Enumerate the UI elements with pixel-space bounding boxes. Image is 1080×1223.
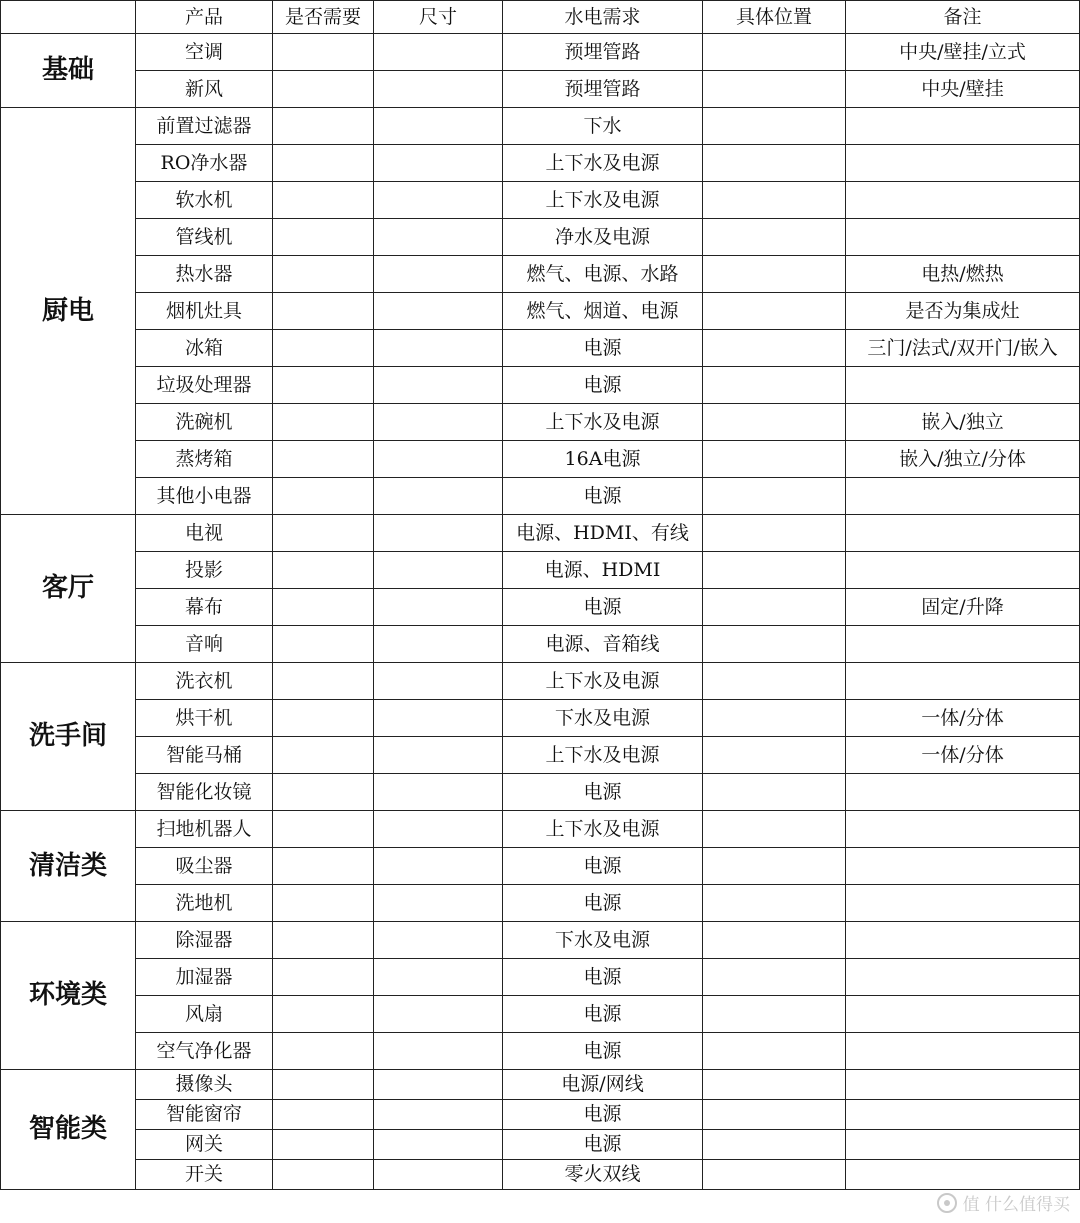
category-cell: 洗手间 bbox=[1, 663, 136, 811]
table-row bbox=[1, 441, 1080, 478]
note-cell bbox=[846, 959, 1080, 996]
product-cell: 空气净化器 bbox=[136, 1033, 273, 1070]
note-cell bbox=[846, 367, 1080, 404]
note-cell: 三门/法式/双开门/嵌入 bbox=[846, 330, 1080, 367]
need-cell bbox=[273, 71, 374, 108]
location-cell bbox=[703, 1160, 846, 1190]
product-cell: 开关 bbox=[136, 1160, 273, 1190]
location-cell bbox=[703, 700, 846, 737]
location-cell bbox=[703, 219, 846, 256]
need-cell bbox=[273, 367, 374, 404]
utility-cell: 下水及电源 bbox=[503, 922, 703, 959]
utility-cell: 电源、HDMI、有线 bbox=[503, 515, 703, 552]
product-cell: 冰箱 bbox=[136, 330, 273, 367]
size-cell bbox=[374, 996, 503, 1033]
product-cell: 音响 bbox=[136, 626, 273, 663]
utility-cell: 电源 bbox=[503, 330, 703, 367]
table-row bbox=[1, 626, 1080, 663]
note-cell bbox=[846, 219, 1080, 256]
utility-cell: 上下水及电源 bbox=[503, 663, 703, 700]
product-cell: 软水机 bbox=[136, 182, 273, 219]
location-cell bbox=[703, 885, 846, 922]
size-cell bbox=[374, 330, 503, 367]
product-cell: 扫地机器人 bbox=[136, 811, 273, 848]
size-cell bbox=[374, 515, 503, 552]
note-cell bbox=[846, 996, 1080, 1033]
utility-cell: 上下水及电源 bbox=[503, 182, 703, 219]
location-cell bbox=[703, 145, 846, 182]
product-cell: 投影 bbox=[136, 552, 273, 589]
location-cell bbox=[703, 589, 846, 626]
table-row bbox=[1, 404, 1080, 441]
utility-cell: 电源 bbox=[503, 959, 703, 996]
utility-cell: 电源/网线 bbox=[503, 1070, 703, 1100]
location-cell bbox=[703, 1033, 846, 1070]
header-cell: 水电需求 bbox=[503, 1, 703, 34]
size-cell bbox=[374, 552, 503, 589]
location-cell bbox=[703, 663, 846, 700]
header-cell bbox=[1, 1, 136, 34]
table-row bbox=[1, 811, 1080, 848]
utility-cell: 上下水及电源 bbox=[503, 811, 703, 848]
utility-cell: 预埋管路 bbox=[503, 34, 703, 71]
note-cell bbox=[846, 1160, 1080, 1190]
table-row bbox=[1, 848, 1080, 885]
size-cell bbox=[374, 922, 503, 959]
need-cell bbox=[273, 256, 374, 293]
note-cell: 中央/壁挂/立式 bbox=[846, 34, 1080, 71]
table-row bbox=[1, 367, 1080, 404]
product-cell: 吸尘器 bbox=[136, 848, 273, 885]
utility-cell: 下水 bbox=[503, 108, 703, 145]
category-cell: 基础 bbox=[1, 34, 136, 108]
note-cell bbox=[846, 626, 1080, 663]
size-cell bbox=[374, 1070, 503, 1100]
location-cell bbox=[703, 441, 846, 478]
table-row bbox=[1, 922, 1080, 959]
note-cell bbox=[846, 108, 1080, 145]
note-cell bbox=[846, 848, 1080, 885]
location-cell bbox=[703, 404, 846, 441]
table-row bbox=[1, 293, 1080, 330]
utility-cell: 电源 bbox=[503, 1033, 703, 1070]
need-cell bbox=[273, 515, 374, 552]
need-cell bbox=[273, 1100, 374, 1130]
need-cell bbox=[273, 1070, 374, 1100]
location-cell bbox=[703, 478, 846, 515]
size-cell bbox=[374, 1033, 503, 1070]
size-cell bbox=[374, 34, 503, 71]
need-cell bbox=[273, 700, 374, 737]
table-row bbox=[1, 1130, 1080, 1160]
location-cell bbox=[703, 626, 846, 663]
size-cell bbox=[374, 145, 503, 182]
table-row bbox=[1, 182, 1080, 219]
header-cell: 尺寸 bbox=[374, 1, 503, 34]
table-row bbox=[1, 1100, 1080, 1130]
location-cell bbox=[703, 108, 846, 145]
need-cell bbox=[273, 737, 374, 774]
header-cell: 具体位置 bbox=[703, 1, 846, 34]
utility-cell: 电源 bbox=[503, 367, 703, 404]
table-row bbox=[1, 34, 1080, 71]
location-cell bbox=[703, 774, 846, 811]
note-cell bbox=[846, 885, 1080, 922]
utility-cell: 电源 bbox=[503, 589, 703, 626]
size-cell bbox=[374, 219, 503, 256]
product-cell: 烟机灶具 bbox=[136, 293, 273, 330]
location-cell bbox=[703, 737, 846, 774]
product-cell: 电视 bbox=[136, 515, 273, 552]
need-cell bbox=[273, 885, 374, 922]
product-cell: 智能化妆镜 bbox=[136, 774, 273, 811]
location-cell bbox=[703, 1070, 846, 1100]
table-row bbox=[1, 145, 1080, 182]
product-cell: 洗衣机 bbox=[136, 663, 273, 700]
table-row bbox=[1, 478, 1080, 515]
product-cell: 网关 bbox=[136, 1130, 273, 1160]
product-cell: 洗碗机 bbox=[136, 404, 273, 441]
utility-cell: 电源 bbox=[503, 1130, 703, 1160]
need-cell bbox=[273, 145, 374, 182]
size-cell bbox=[374, 71, 503, 108]
note-cell: 中央/壁挂 bbox=[846, 71, 1080, 108]
size-cell bbox=[374, 1130, 503, 1160]
size-cell bbox=[374, 626, 503, 663]
location-cell bbox=[703, 811, 846, 848]
table-row bbox=[1, 663, 1080, 700]
size-cell bbox=[374, 737, 503, 774]
need-cell bbox=[273, 959, 374, 996]
need-cell bbox=[273, 848, 374, 885]
category-cell: 厨电 bbox=[1, 108, 136, 515]
need-cell bbox=[273, 34, 374, 71]
need-cell bbox=[273, 811, 374, 848]
note-cell bbox=[846, 478, 1080, 515]
product-cell: 管线机 bbox=[136, 219, 273, 256]
note-cell bbox=[846, 1033, 1080, 1070]
need-cell bbox=[273, 293, 374, 330]
table-row bbox=[1, 885, 1080, 922]
utility-cell: 电源 bbox=[503, 848, 703, 885]
note-cell bbox=[846, 182, 1080, 219]
watermark-text: 值 什么值得买 bbox=[962, 1195, 1070, 1215]
note-cell bbox=[846, 552, 1080, 589]
category-cell: 清洁类 bbox=[1, 811, 136, 922]
need-cell bbox=[273, 219, 374, 256]
location-cell bbox=[703, 330, 846, 367]
need-cell bbox=[273, 922, 374, 959]
size-cell bbox=[374, 441, 503, 478]
product-cell: 风扇 bbox=[136, 996, 273, 1033]
note-cell bbox=[846, 145, 1080, 182]
utility-cell: 电源 bbox=[503, 478, 703, 515]
utility-cell: 下水及电源 bbox=[503, 700, 703, 737]
product-cell: RO净水器 bbox=[136, 145, 273, 182]
size-cell bbox=[374, 848, 503, 885]
table-row bbox=[1, 737, 1080, 774]
location-cell bbox=[703, 959, 846, 996]
need-cell bbox=[273, 626, 374, 663]
table-row bbox=[1, 774, 1080, 811]
size-cell bbox=[374, 182, 503, 219]
product-cell: 除湿器 bbox=[136, 922, 273, 959]
table-row bbox=[1, 589, 1080, 626]
utility-cell: 零火双线 bbox=[503, 1160, 703, 1190]
location-cell bbox=[703, 1130, 846, 1160]
size-cell bbox=[374, 293, 503, 330]
location-cell bbox=[703, 256, 846, 293]
size-cell bbox=[374, 256, 503, 293]
utility-cell: 燃气、烟道、电源 bbox=[503, 293, 703, 330]
table-row bbox=[1, 330, 1080, 367]
need-cell bbox=[273, 330, 374, 367]
category-cell: 客厅 bbox=[1, 515, 136, 663]
product-cell: 智能马桶 bbox=[136, 737, 273, 774]
product-cell: 前置过滤器 bbox=[136, 108, 273, 145]
note-cell bbox=[846, 922, 1080, 959]
note-cell bbox=[846, 1100, 1080, 1130]
note-cell bbox=[846, 811, 1080, 848]
need-cell bbox=[273, 774, 374, 811]
size-cell bbox=[374, 1100, 503, 1130]
need-cell bbox=[273, 182, 374, 219]
need-cell bbox=[273, 1130, 374, 1160]
size-cell bbox=[374, 700, 503, 737]
table-row bbox=[1, 700, 1080, 737]
location-cell bbox=[703, 182, 846, 219]
location-cell bbox=[703, 848, 846, 885]
location-cell bbox=[703, 293, 846, 330]
table-row bbox=[1, 71, 1080, 108]
need-cell bbox=[273, 404, 374, 441]
need-cell bbox=[273, 552, 374, 589]
note-cell: 是否为集成灶 bbox=[846, 293, 1080, 330]
location-cell bbox=[703, 1100, 846, 1130]
header-cell: 是否需要 bbox=[273, 1, 374, 34]
table-row bbox=[1, 1070, 1080, 1100]
size-cell bbox=[374, 811, 503, 848]
product-cell: 空调 bbox=[136, 34, 273, 71]
product-cell: 智能窗帘 bbox=[136, 1100, 273, 1130]
header-row bbox=[1, 1, 1080, 34]
need-cell bbox=[273, 478, 374, 515]
utility-cell: 电源 bbox=[503, 1100, 703, 1130]
need-cell bbox=[273, 1160, 374, 1190]
need-cell bbox=[273, 1033, 374, 1070]
table-row bbox=[1, 959, 1080, 996]
size-cell bbox=[374, 108, 503, 145]
product-cell: 垃圾处理器 bbox=[136, 367, 273, 404]
table-row bbox=[1, 256, 1080, 293]
note-cell: 固定/升降 bbox=[846, 589, 1080, 626]
size-cell bbox=[374, 663, 503, 700]
note-cell: 嵌入/独立 bbox=[846, 404, 1080, 441]
need-cell bbox=[273, 108, 374, 145]
location-cell bbox=[703, 515, 846, 552]
size-cell bbox=[374, 404, 503, 441]
need-cell bbox=[273, 663, 374, 700]
product-cell: 洗地机 bbox=[136, 885, 273, 922]
utility-cell: 电源、HDMI bbox=[503, 552, 703, 589]
note-cell: 一体/分体 bbox=[846, 700, 1080, 737]
note-cell bbox=[846, 1130, 1080, 1160]
need-cell bbox=[273, 441, 374, 478]
need-cell bbox=[273, 996, 374, 1033]
location-cell bbox=[703, 34, 846, 71]
utility-cell: 电源 bbox=[503, 774, 703, 811]
utility-cell: 净水及电源 bbox=[503, 219, 703, 256]
utility-cell: 上下水及电源 bbox=[503, 737, 703, 774]
utility-cell: 上下水及电源 bbox=[503, 145, 703, 182]
product-cell: 加湿器 bbox=[136, 959, 273, 996]
utility-cell: 电源 bbox=[503, 885, 703, 922]
size-cell bbox=[374, 1160, 503, 1190]
note-cell bbox=[846, 774, 1080, 811]
location-cell bbox=[703, 552, 846, 589]
table-row bbox=[1, 515, 1080, 552]
utility-cell: 上下水及电源 bbox=[503, 404, 703, 441]
category-cell: 智能类 bbox=[1, 1070, 136, 1190]
product-cell: 热水器 bbox=[136, 256, 273, 293]
utility-cell: 电源 bbox=[503, 996, 703, 1033]
header-cell: 产品 bbox=[136, 1, 273, 34]
category-cell: 环境类 bbox=[1, 922, 136, 1070]
note-cell bbox=[846, 515, 1080, 552]
zhidemai-logo-icon bbox=[937, 1193, 957, 1213]
table-row bbox=[1, 996, 1080, 1033]
location-cell bbox=[703, 367, 846, 404]
utility-cell: 16A电源 bbox=[503, 441, 703, 478]
size-cell bbox=[374, 589, 503, 626]
table-row bbox=[1, 108, 1080, 145]
product-cell: 幕布 bbox=[136, 589, 273, 626]
location-cell bbox=[703, 922, 846, 959]
utility-cell: 燃气、电源、水路 bbox=[503, 256, 703, 293]
note-cell: 电热/燃热 bbox=[846, 256, 1080, 293]
product-cell: 蒸烤箱 bbox=[136, 441, 273, 478]
utility-cell: 预埋管路 bbox=[503, 71, 703, 108]
note-cell bbox=[846, 1070, 1080, 1100]
size-cell bbox=[374, 885, 503, 922]
table-row bbox=[1, 219, 1080, 256]
product-cell: 烘干机 bbox=[136, 700, 273, 737]
location-cell bbox=[703, 996, 846, 1033]
size-cell bbox=[374, 478, 503, 515]
table-row bbox=[1, 552, 1080, 589]
note-cell: 嵌入/独立/分体 bbox=[846, 441, 1080, 478]
location-cell bbox=[703, 71, 846, 108]
product-cell: 其他小电器 bbox=[136, 478, 273, 515]
size-cell bbox=[374, 367, 503, 404]
product-cell: 新风 bbox=[136, 71, 273, 108]
note-cell: 一体/分体 bbox=[846, 737, 1080, 774]
table-row bbox=[1, 1033, 1080, 1070]
note-cell bbox=[846, 663, 1080, 700]
size-cell bbox=[374, 959, 503, 996]
utility-cell: 电源、音箱线 bbox=[503, 626, 703, 663]
table-row bbox=[1, 1160, 1080, 1190]
product-cell: 摄像头 bbox=[136, 1070, 273, 1100]
watermark bbox=[937, 1190, 1070, 1215]
header-cell: 备注 bbox=[846, 1, 1080, 34]
size-cell bbox=[374, 774, 503, 811]
need-cell bbox=[273, 589, 374, 626]
